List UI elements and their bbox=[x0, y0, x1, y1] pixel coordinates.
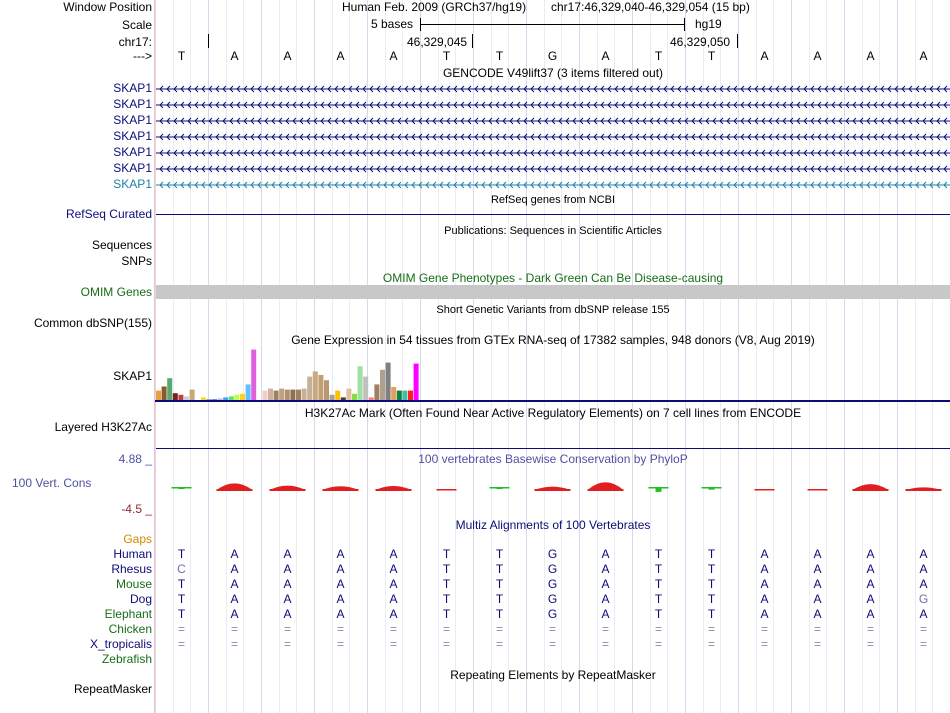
multiz-base: A bbox=[283, 607, 292, 621]
multiz-base: = bbox=[654, 622, 662, 636]
multiz-species-label[interactable]: X_tropicalis bbox=[89, 637, 152, 651]
multiz-base: A bbox=[601, 547, 610, 561]
gtex-tissue-bar bbox=[397, 391, 402, 400]
multiz-base: A bbox=[760, 547, 769, 561]
multiz-base: A bbox=[283, 562, 292, 576]
dbsnp-track-title: Short Genetic Variants from dbSNP release 155 bbox=[436, 304, 670, 316]
reference-base: A bbox=[601, 49, 610, 63]
multiz-base: T bbox=[495, 562, 504, 576]
gtex-tissue-bar bbox=[246, 384, 251, 400]
reference-base: A bbox=[813, 49, 822, 63]
gencode-item-label[interactable]: SKAP1 bbox=[113, 113, 152, 127]
multiz-base: A bbox=[866, 592, 875, 606]
multiz-base: = bbox=[707, 637, 715, 651]
gtex-tissue-bar bbox=[156, 391, 161, 400]
multiz-base: = bbox=[495, 637, 503, 651]
multiz-base: T bbox=[177, 547, 186, 561]
multiz-base: = bbox=[654, 637, 662, 651]
gtex-tissue-bar bbox=[346, 389, 351, 400]
reference-base: A bbox=[866, 49, 875, 63]
multiz-base: T bbox=[654, 562, 663, 576]
multiz-base: = bbox=[707, 622, 715, 636]
gtex-tissue-bar bbox=[262, 391, 267, 400]
multiz-base: A bbox=[389, 562, 398, 576]
multiz-base: = bbox=[389, 637, 397, 651]
multiz-base: A bbox=[230, 547, 239, 561]
strand-label: ---> bbox=[133, 49, 152, 63]
gtex-tissue-bar bbox=[341, 397, 346, 400]
multiz-base: A bbox=[389, 607, 398, 621]
multiz-base: A bbox=[813, 577, 822, 591]
reference-base: T bbox=[495, 49, 504, 63]
multiz-base: G bbox=[918, 592, 929, 606]
multiz-base: A bbox=[760, 577, 769, 591]
repeatmasker-track-title: Repeating Elements by RepeatMasker bbox=[450, 668, 656, 682]
multiz-track-title: Multiz Alignments of 100 Vertebrates bbox=[455, 518, 651, 532]
multiz-base: = bbox=[548, 637, 556, 651]
multiz-base: G bbox=[547, 607, 558, 621]
multiz-base: A bbox=[813, 607, 822, 621]
scale-db-text: hg19 bbox=[695, 17, 722, 31]
gtex-tissue-bar bbox=[374, 384, 379, 400]
multiz-species-label[interactable]: Mouse bbox=[115, 577, 152, 591]
assembly-title: Human Feb. 2009 (GRCh37/hg19) bbox=[342, 0, 527, 14]
reference-base: A bbox=[336, 49, 345, 63]
multiz-base: A bbox=[601, 562, 610, 576]
multiz-base: A bbox=[813, 592, 822, 606]
multiz-base: T bbox=[707, 592, 716, 606]
gtex-tissue-bar bbox=[335, 391, 340, 400]
gtex-tissue-bar bbox=[290, 390, 295, 400]
gtex-tissue-bar bbox=[274, 391, 279, 400]
coord-label-2: 46,329,050 bbox=[670, 35, 731, 49]
scale-bases-text: 5 bases bbox=[371, 17, 414, 31]
multiz-base: = bbox=[760, 637, 768, 651]
conservation-negative-cap bbox=[172, 487, 192, 489]
conservation-negative-cap bbox=[490, 487, 510, 489]
position-title: chr17:46,329,040-46,329,054 (15 bp) bbox=[551, 0, 750, 14]
multiz-base: = bbox=[813, 622, 821, 636]
conservation-base-glyph-base bbox=[217, 489, 253, 491]
multiz-species-label[interactable]: Chicken bbox=[108, 622, 152, 636]
multiz-base: A bbox=[230, 577, 239, 591]
gtex-tissue-bar bbox=[206, 399, 211, 400]
multiz-base: = bbox=[283, 622, 291, 636]
multiz-base: = bbox=[813, 637, 821, 651]
window-position-label: Window Position bbox=[63, 0, 152, 14]
multiz-base: T bbox=[654, 547, 663, 561]
multiz-base: T bbox=[654, 592, 663, 606]
conservation-max-label: 4.88 _ bbox=[118, 452, 152, 466]
multiz-base: A bbox=[601, 607, 610, 621]
multiz-base: A bbox=[230, 607, 239, 621]
gtex-tissue-bar bbox=[162, 387, 167, 401]
h3k27ac-label[interactable]: Layered H3K27Ac bbox=[54, 420, 152, 434]
multiz-base: T bbox=[442, 562, 451, 576]
multiz-base: A bbox=[283, 592, 292, 606]
refseq-track-title: RefSeq genes from NCBI bbox=[490, 194, 616, 206]
multiz-base: A bbox=[601, 577, 610, 591]
multiz-base: T bbox=[442, 607, 451, 621]
gtex-tissue-bar bbox=[251, 350, 256, 400]
gtex-tissue-bar bbox=[167, 378, 172, 400]
reference-base: A bbox=[283, 49, 292, 63]
multiz-species-label[interactable]: Zebrafish bbox=[101, 652, 152, 666]
reference-base: A bbox=[760, 49, 769, 63]
multiz-base: A bbox=[866, 607, 875, 621]
multiz-base: = bbox=[336, 637, 344, 651]
reference-base: A bbox=[389, 49, 398, 63]
multiz-base: G bbox=[547, 592, 558, 606]
multiz-base: A bbox=[336, 592, 345, 606]
gtex-tissue-bar bbox=[402, 391, 407, 400]
multiz-base: A bbox=[336, 562, 345, 576]
reference-base: T bbox=[442, 49, 451, 63]
multiz-base: A bbox=[813, 547, 822, 561]
conservation-base-glyph bbox=[437, 489, 457, 491]
gtex-tissue-bar bbox=[285, 390, 290, 400]
gtex-tissue-bar bbox=[234, 395, 239, 400]
coord-label-1: 46,329,045 bbox=[407, 35, 468, 49]
gencode-item-label[interactable]: SKAP1 bbox=[113, 97, 152, 111]
scale-label: Scale bbox=[121, 18, 152, 32]
multiz-base: A bbox=[283, 547, 292, 561]
conservation-base-glyph-base bbox=[588, 489, 624, 491]
multiz-base: A bbox=[389, 547, 398, 561]
gtex-tissue-bar bbox=[307, 377, 312, 400]
h3k27ac-track-title: H3K27Ac Mark (Often Found Near Active Regulatory Elements) on 7 cell lines from ENCODE bbox=[304, 406, 802, 420]
chrom-label: chr17: bbox=[118, 35, 152, 49]
multiz-base: A bbox=[813, 562, 822, 576]
repeatmasker-label[interactable]: RepeatMasker bbox=[73, 682, 152, 696]
multiz-base: G bbox=[547, 547, 558, 561]
conservation-base-glyph-base bbox=[906, 489, 942, 491]
multiz-base: T bbox=[495, 577, 504, 591]
multiz-base: A bbox=[283, 577, 292, 591]
multiz-base: A bbox=[919, 607, 928, 621]
gtex-tissue-bar bbox=[369, 397, 374, 400]
gtex-tissue-bar bbox=[190, 390, 195, 400]
multiz-base: = bbox=[230, 637, 238, 651]
gtex-tissue-bar bbox=[358, 366, 363, 400]
gtex-tissue-bar bbox=[184, 396, 189, 400]
multiz-base: A bbox=[866, 562, 875, 576]
multiz-base: A bbox=[336, 547, 345, 561]
multiz-base: T bbox=[442, 592, 451, 606]
gencode-track-title: GENCODE V49lift37 (3 items filtered out) bbox=[442, 66, 664, 80]
reference-base: A bbox=[230, 49, 239, 63]
gtex-tissue-bar bbox=[212, 399, 217, 400]
gencode-item-label[interactable]: SKAP1 bbox=[113, 161, 152, 175]
multiz-base: T bbox=[177, 607, 186, 621]
multiz-base: T bbox=[177, 592, 186, 606]
multiz-base: A bbox=[760, 607, 769, 621]
multiz-base: = bbox=[442, 622, 450, 636]
multiz-base: = bbox=[919, 622, 927, 636]
gtex-tissue-bar bbox=[324, 380, 329, 400]
conservation-base-glyph bbox=[755, 489, 775, 491]
multiz-base: T bbox=[495, 607, 504, 621]
gencode-item-label[interactable]: SKAP1 bbox=[113, 129, 152, 143]
multiz-base: A bbox=[866, 577, 875, 591]
conservation-base-glyph-base bbox=[853, 489, 889, 491]
publications-sequences-label[interactable]: Sequences bbox=[91, 238, 152, 252]
multiz-base: T bbox=[177, 577, 186, 591]
gtex-label[interactable]: SKAP1 bbox=[113, 369, 152, 383]
multiz-base: A bbox=[919, 562, 928, 576]
multiz-base: T bbox=[707, 547, 716, 561]
publications-track-title: Publications: Sequences in Scientific Articles bbox=[444, 225, 662, 237]
gtex-tissue-bar bbox=[352, 394, 357, 400]
multiz-base: = bbox=[495, 622, 503, 636]
multiz-species-label[interactable]: Dog bbox=[129, 592, 152, 606]
multiz-base: = bbox=[548, 622, 556, 636]
conservation-base-glyph-base bbox=[323, 489, 359, 491]
gtex-tissue-bar bbox=[380, 370, 385, 400]
multiz-base: A bbox=[601, 592, 610, 606]
omim-track-title: OMIM Gene Phenotypes - Dark Green Can Be Disease-causing bbox=[382, 271, 724, 285]
conservation-base-glyph-base bbox=[376, 489, 412, 491]
multiz-base: = bbox=[283, 637, 291, 651]
gtex-tissue-bar bbox=[408, 391, 413, 400]
reference-base: T bbox=[177, 49, 186, 63]
gtex-tissue-bar bbox=[296, 390, 301, 400]
gencode-item-label[interactable]: SKAP1 bbox=[113, 145, 152, 159]
conservation-negative-cap bbox=[702, 487, 722, 489]
multiz-base: = bbox=[866, 622, 874, 636]
multiz-base: = bbox=[442, 637, 450, 651]
multiz-base: = bbox=[601, 637, 609, 651]
gtex-tissue-bar bbox=[201, 397, 206, 400]
multiz-base: T bbox=[442, 547, 451, 561]
reference-base: T bbox=[707, 49, 716, 63]
multiz-base: A bbox=[230, 562, 239, 576]
multiz-base: = bbox=[919, 637, 927, 651]
gtex-tissue-bar bbox=[414, 364, 419, 400]
multiz-base: T bbox=[654, 577, 663, 591]
gtex-tissue-bar bbox=[268, 389, 273, 400]
multiz-species-label[interactable]: Elephant bbox=[104, 607, 152, 621]
multiz-base: A bbox=[760, 592, 769, 606]
conservation-base-glyph-base bbox=[535, 489, 571, 491]
gaps-label[interactable]: Gaps bbox=[123, 532, 152, 546]
gencode-item-label[interactable]: SKAP1 bbox=[113, 177, 152, 191]
conservation-base-glyph bbox=[588, 482, 624, 490]
gtex-tissue-bar bbox=[279, 389, 284, 400]
multiz-base: A bbox=[389, 592, 398, 606]
gtex-tissue-bar bbox=[218, 398, 223, 400]
gtex-tissue-bar bbox=[318, 375, 323, 400]
gtex-tissue-bar bbox=[195, 400, 200, 401]
multiz-base: A bbox=[336, 577, 345, 591]
refseq-label[interactable]: RefSeq Curated bbox=[65, 207, 152, 221]
multiz-base: = bbox=[866, 637, 874, 651]
multiz-base: A bbox=[919, 577, 928, 591]
multiz-base: T bbox=[495, 592, 504, 606]
conservation-base-glyph bbox=[808, 489, 828, 491]
multiz-base: A bbox=[389, 577, 398, 591]
reference-base: G bbox=[547, 49, 558, 63]
gtex-tissue-bar bbox=[313, 371, 318, 400]
gencode-item-label[interactable]: SKAP1 bbox=[113, 81, 152, 95]
publications-snps-label[interactable]: SNPs bbox=[121, 254, 152, 268]
multiz-base: A bbox=[760, 562, 769, 576]
multiz-base: T bbox=[442, 577, 451, 591]
omim-label[interactable]: OMIM Genes bbox=[80, 285, 152, 299]
reference-base: T bbox=[654, 49, 663, 63]
multiz-base: T bbox=[707, 607, 716, 621]
multiz-base: A bbox=[866, 547, 875, 561]
multiz-species-label[interactable]: Human bbox=[113, 547, 152, 561]
gtex-tissue-bar bbox=[257, 400, 262, 401]
multiz-base: A bbox=[336, 607, 345, 621]
multiz-base: G bbox=[547, 577, 558, 591]
multiz-base: = bbox=[336, 622, 344, 636]
conservation-negative-cap bbox=[649, 487, 669, 489]
multiz-base: = bbox=[601, 622, 609, 636]
multiz-base: = bbox=[177, 637, 185, 651]
gtex-tissue-bar bbox=[391, 387, 396, 400]
gtex-tissue-bar bbox=[229, 396, 234, 400]
multiz-base: A bbox=[230, 592, 239, 606]
gtex-tissue-bar bbox=[240, 394, 245, 400]
reference-base: A bbox=[919, 49, 928, 63]
multiz-base: A bbox=[919, 547, 928, 561]
conservation-track-title: 100 vertebrates Basewise Conservation by PhyloP bbox=[418, 452, 688, 466]
gtex-tissue-bar bbox=[330, 395, 335, 400]
multiz-base: T bbox=[707, 577, 716, 591]
conservation-min-label: -4.5 _ bbox=[121, 502, 152, 516]
multiz-base: G bbox=[547, 562, 558, 576]
conservation-base-glyph-base bbox=[270, 489, 306, 491]
multiz-base: C bbox=[177, 562, 186, 576]
gtex-tissue-bar bbox=[302, 389, 307, 400]
gtex-tissue-bar bbox=[223, 397, 228, 400]
gtex-tissue-bar bbox=[173, 393, 178, 400]
conservation-label[interactable]: 100 Vert. Cons bbox=[12, 476, 92, 490]
multiz-base: = bbox=[230, 622, 238, 636]
gtex-tissue-bar bbox=[386, 363, 391, 400]
multiz-base: = bbox=[177, 622, 185, 636]
multiz-base: T bbox=[707, 562, 716, 576]
gtex-track-title: Gene Expression in 54 tissues from GTEx RNA-seq of 17382 samples, 948 donors (V8, Aug 2019) bbox=[291, 333, 815, 347]
dbsnp-label[interactable]: Common dbSNP(155) bbox=[33, 316, 152, 330]
multiz-base: T bbox=[495, 547, 504, 561]
multiz-base: = bbox=[760, 622, 768, 636]
gtex-tissue-bar bbox=[363, 377, 368, 400]
multiz-species-label[interactable]: Rhesus bbox=[111, 562, 152, 576]
gtex-tissue-bar bbox=[178, 395, 183, 400]
multiz-base: = bbox=[389, 622, 397, 636]
multiz-base: T bbox=[654, 607, 663, 621]
